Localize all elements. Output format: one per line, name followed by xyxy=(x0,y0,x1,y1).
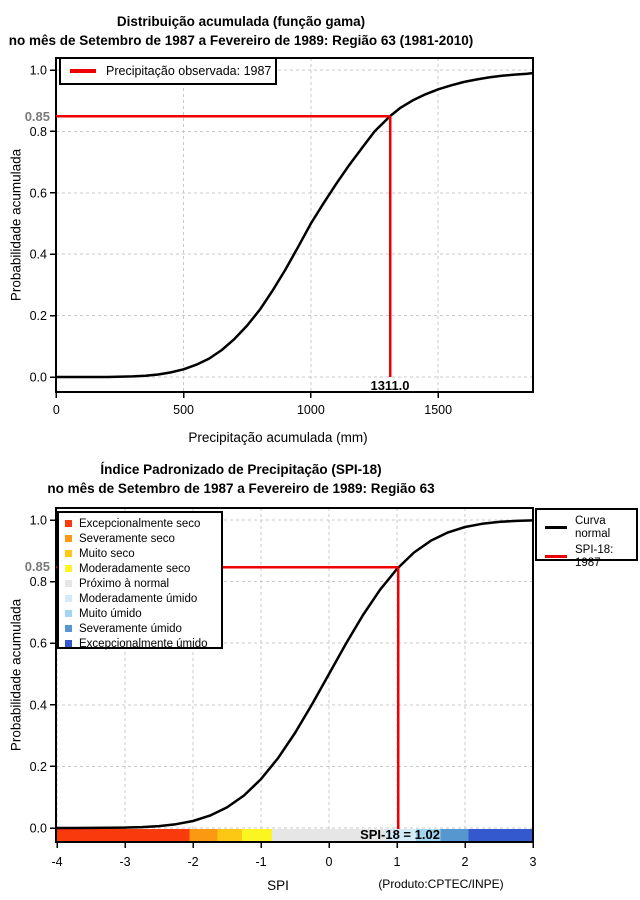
legend-label-spi-1987: SPI-18: 1987 xyxy=(575,544,614,569)
category-color-swatch xyxy=(65,535,72,542)
bottom-y-axis-label: Probabilidade acumulada xyxy=(8,598,24,752)
x-tick-label: -1 xyxy=(255,855,267,869)
category-legend-item xyxy=(59,546,221,561)
y-tick-label: 0.4 xyxy=(29,698,47,713)
top-probability-marker-label: 0.85 xyxy=(24,109,50,124)
category-label: Muito úmido xyxy=(79,607,142,620)
spi-category-bar xyxy=(57,829,533,842)
x-tick-label: -2 xyxy=(187,855,199,869)
category-color-swatch xyxy=(65,625,72,632)
spi-category-bar-segment xyxy=(190,829,218,842)
legend-item-spi-1987 xyxy=(545,544,636,569)
category-legend-item xyxy=(59,531,221,546)
y-tick-label: 0.4 xyxy=(29,247,47,262)
category-color-swatch xyxy=(65,550,72,557)
product-credit: (Produto:CPTEC/INPE) xyxy=(378,877,504,891)
bottom-probability-marker-label: 0.85 xyxy=(24,559,50,574)
y-tick-label: 0.2 xyxy=(29,309,47,324)
spi-value-label: SPI-18 = 1.02 xyxy=(360,827,440,842)
category-color-swatch xyxy=(65,640,72,647)
category-label: Moderadamente seco xyxy=(79,562,191,575)
gamma-chart-gridlines xyxy=(56,58,533,392)
category-color-swatch xyxy=(65,565,72,572)
spi-category-legend xyxy=(57,511,223,649)
gamma-chart-highlight-lines xyxy=(56,116,390,377)
category-label: Excepcionalmente seco xyxy=(79,517,201,530)
category-color-swatch xyxy=(65,610,72,617)
category-legend-item xyxy=(59,576,221,591)
red-line-sample xyxy=(545,555,567,558)
spi-category-bar-segment xyxy=(217,829,241,842)
y-tick-label: 0.0 xyxy=(29,821,47,836)
top-chart-title xyxy=(0,12,482,50)
category-legend-item xyxy=(59,606,221,621)
category-color-swatch xyxy=(65,580,72,587)
category-legend-item xyxy=(59,636,221,651)
x-tick-label: 3 xyxy=(529,855,537,869)
gamma-chart-plot-box xyxy=(56,58,533,392)
top-x-axis-label: Precipitação acumulada (mm) xyxy=(188,430,368,445)
category-label: Muito seco xyxy=(79,547,135,560)
top-y-axis-label: Probabilidade acumulada xyxy=(8,148,24,302)
category-label: Moderadamente úmido xyxy=(79,592,198,605)
x-tick-label: 1 xyxy=(393,855,401,869)
top-chart-legend xyxy=(59,57,277,85)
y-tick-label: 0.8 xyxy=(29,575,47,590)
spi-category-bar-segment xyxy=(242,829,272,842)
category-label: Severamente seco xyxy=(79,532,175,545)
category-label: Excepcionalmente úmido xyxy=(79,637,208,650)
spi-category-bar-segment xyxy=(468,829,533,842)
top-legend-label: Precipitação observada: 1987 xyxy=(106,64,272,78)
spi-category-bar-segment xyxy=(57,829,190,842)
gamma-chart-ticks xyxy=(50,70,438,398)
x-tick-label: 0 xyxy=(325,855,333,869)
y-tick-label: 0.8 xyxy=(29,124,47,139)
category-legend-item xyxy=(59,561,221,576)
category-color-swatch xyxy=(65,595,72,602)
category-legend-item xyxy=(59,516,221,531)
x-tick-label: 1500 xyxy=(424,403,453,417)
category-color-swatch xyxy=(65,520,72,527)
top-chart-title-line2: no mês de Setembro de 1987 a Fevereiro de 1989: Região 63 (1981-2010) xyxy=(8,33,474,48)
category-legend-item xyxy=(59,621,221,636)
y-tick-label: 0.2 xyxy=(29,759,47,774)
top-chart-title-line1: Distribuição acumulada (função gama) xyxy=(116,14,366,29)
y-tick-label: 0.6 xyxy=(29,186,47,201)
gamma-chart xyxy=(30,58,533,417)
bottom-x-axis-label: SPI xyxy=(267,878,289,893)
y-tick-label: 1.0 xyxy=(29,63,47,78)
category-label: Severamente úmido xyxy=(79,622,182,635)
bottom-chart-legend xyxy=(535,508,638,569)
red-line-sample xyxy=(70,69,96,73)
x-tick-label: -4 xyxy=(51,855,63,869)
bottom-chart-title xyxy=(0,460,482,498)
y-tick-label: 1.0 xyxy=(29,513,47,528)
y-tick-label: 0.0 xyxy=(29,370,47,385)
legend-item-normal-curve xyxy=(545,515,636,540)
x-tick-label: 500 xyxy=(173,403,195,417)
black-line-sample xyxy=(545,526,567,529)
category-legend-item xyxy=(59,591,221,606)
x-tick-label: 0 xyxy=(52,403,60,417)
legend-label-normal-curve: Curva normal xyxy=(575,515,611,540)
x-tick-label: 2 xyxy=(461,855,469,869)
x-tick-label: -3 xyxy=(119,855,131,869)
gamma-chart-curve xyxy=(56,73,532,377)
bottom-chart-title-line2: no mês de Setembro de 1987 a Fevereiro de 1989: Região 63 xyxy=(47,481,435,496)
y-tick-label: 0.6 xyxy=(29,636,47,651)
x-tick-label: 1000 xyxy=(296,403,325,417)
bottom-chart-title-line1: Índice Padronizado de Precipitação (SPI-18) xyxy=(100,462,382,477)
category-label: Próximo à normal xyxy=(79,577,170,590)
observed-precipitation-value: 1311.0 xyxy=(370,378,410,393)
